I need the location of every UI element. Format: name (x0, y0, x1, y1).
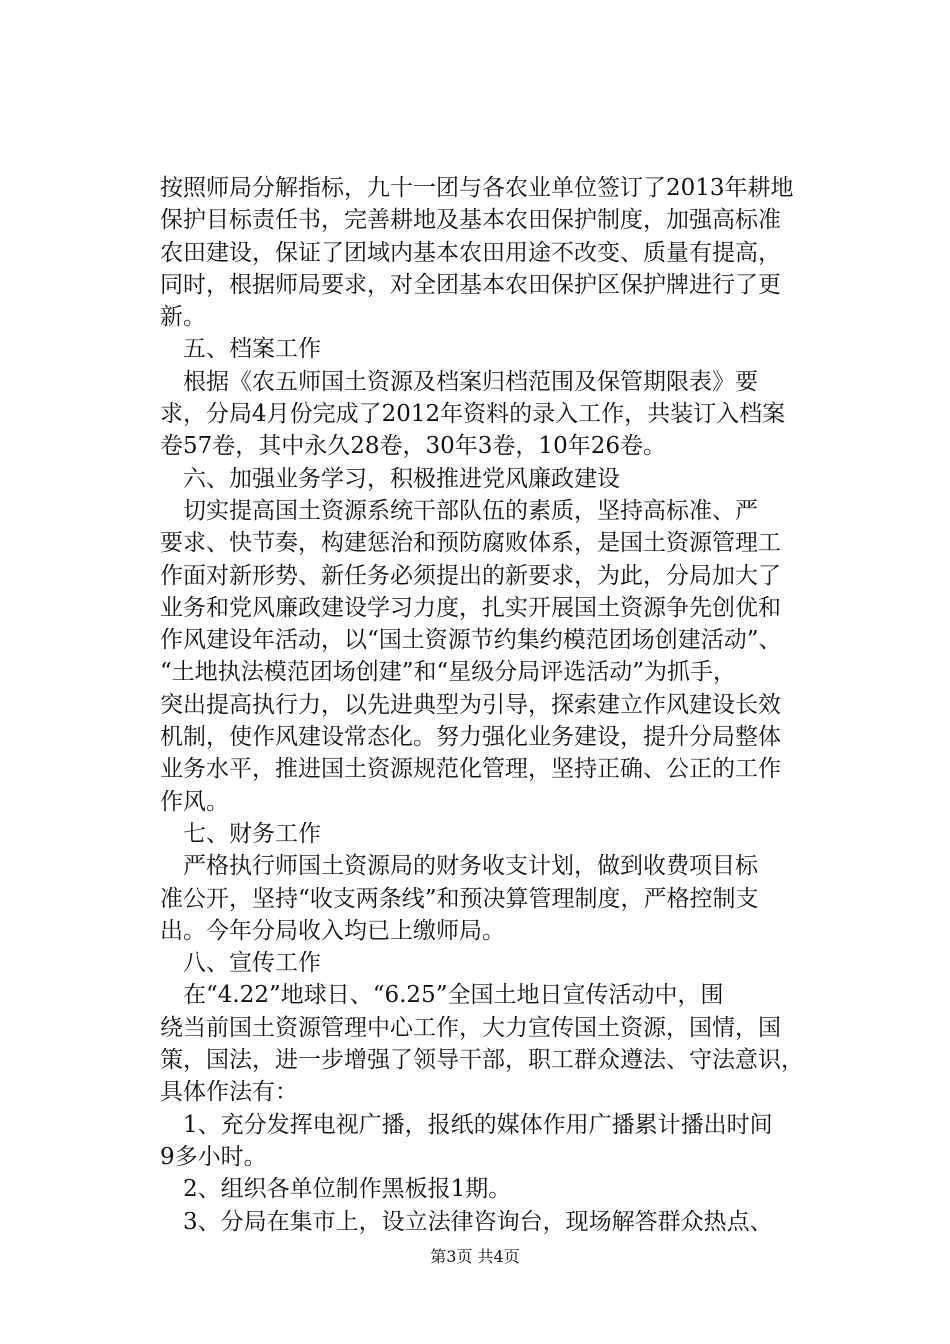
section-heading: 六、加强业务学习，积极推进党风廉政建设 (183, 465, 620, 492)
body-line: 新。 (160, 304, 206, 331)
list-item: 3、分局在集市上，设立法律咨询台，现场解答群众热点、 (183, 1208, 773, 1235)
body-line: 业务和党风廉政建设学习力度，扎实开展国土资源争先创优和 (160, 594, 781, 621)
body-line: 作风建设年活动，以“国土资源节约集约模范团场创建活动”、 (160, 627, 782, 654)
document-body (160, 172, 850, 1238)
body-line: 按照师局分解指标，九十一团与各农业单位签订了2013年耕地 (160, 175, 794, 201)
body-line: 出。今年分局收入均已上缴师局。 (160, 917, 505, 944)
page-footer: 第3页 共4页 (430, 1247, 520, 1266)
list-item: 1、充分发挥电视广播，报纸的媒体作用广播累计播出时间 (183, 1111, 773, 1138)
body-line: 切实提高国土资源系统干部队伍的素质，坚持高标准、严 (183, 497, 758, 524)
section-heading: 七、财务工作 (183, 820, 321, 847)
body-line: 机制，使作风建设常态化。努力强化业务建设，提升分局整体 (160, 724, 781, 751)
body-line: 农田建设，保证了团域内基本农田用途不改变、质量有提高， (160, 239, 781, 266)
body-line: 卷57卷，其中永久28卷，30年3卷，10年26卷。 (160, 433, 666, 460)
body-line: 绕当前国土资源管理中心工作，大力宣传国土资源，国情，国 (160, 1014, 781, 1041)
body-line: 作面对新形势、新任务必须提出的新要求，为此，分局加大了 (160, 562, 781, 589)
body-line: 策，国法，进一步增强了领导干部，职工群众遵法、守法意识， (160, 1047, 804, 1074)
body-line: 作风。 (160, 788, 229, 815)
body-line: 9多小时。 (160, 1143, 267, 1170)
section-heading: 五、档案工作 (183, 336, 321, 363)
body-line: 在“4.22”地球日、“6.25”全国土地日宣传活动中，围 (183, 982, 724, 1009)
body-line: “土地执法模范团场创建”和“星级分局评选活动”为抓手， (160, 659, 737, 686)
body-line: 保护目标责任书，完善耕地及基本农田保护制度，加强高标准 (160, 207, 781, 234)
section-heading: 八、宣传工作 (183, 950, 321, 977)
body-line: 突出提高执行力，以先进典型为引导，探索建立作风建设长效 (160, 691, 781, 718)
body-line: 根据《农五师国土资源及档案归档范围及保管期限表》要 (183, 368, 758, 395)
body-line: 业务水平，推进国土资源规范化管理，坚持正确、公正的工作 (160, 756, 781, 783)
body-line: 要求、快节奏，构建惩治和预防腐败体系，是国土资源管理工 (160, 530, 781, 557)
body-line: 求，分局4月份完成了2012年资料的录入工作，共装订入档案 (160, 401, 786, 428)
body-line: 准公开，坚持“收支两条线”和预决算管理制度，严格控制支 (160, 885, 759, 912)
body-line: 具体作法有： (160, 1079, 298, 1106)
body-line: 严格执行师国土资源局的财务收支计划，做到收费项目标 (183, 853, 758, 880)
body-line: 同时，根据师局要求，对全团基本农田保护区保护牌进行了更 (160, 271, 781, 298)
list-item: 2、组织各单位制作黑板报1期。 (183, 1176, 512, 1203)
